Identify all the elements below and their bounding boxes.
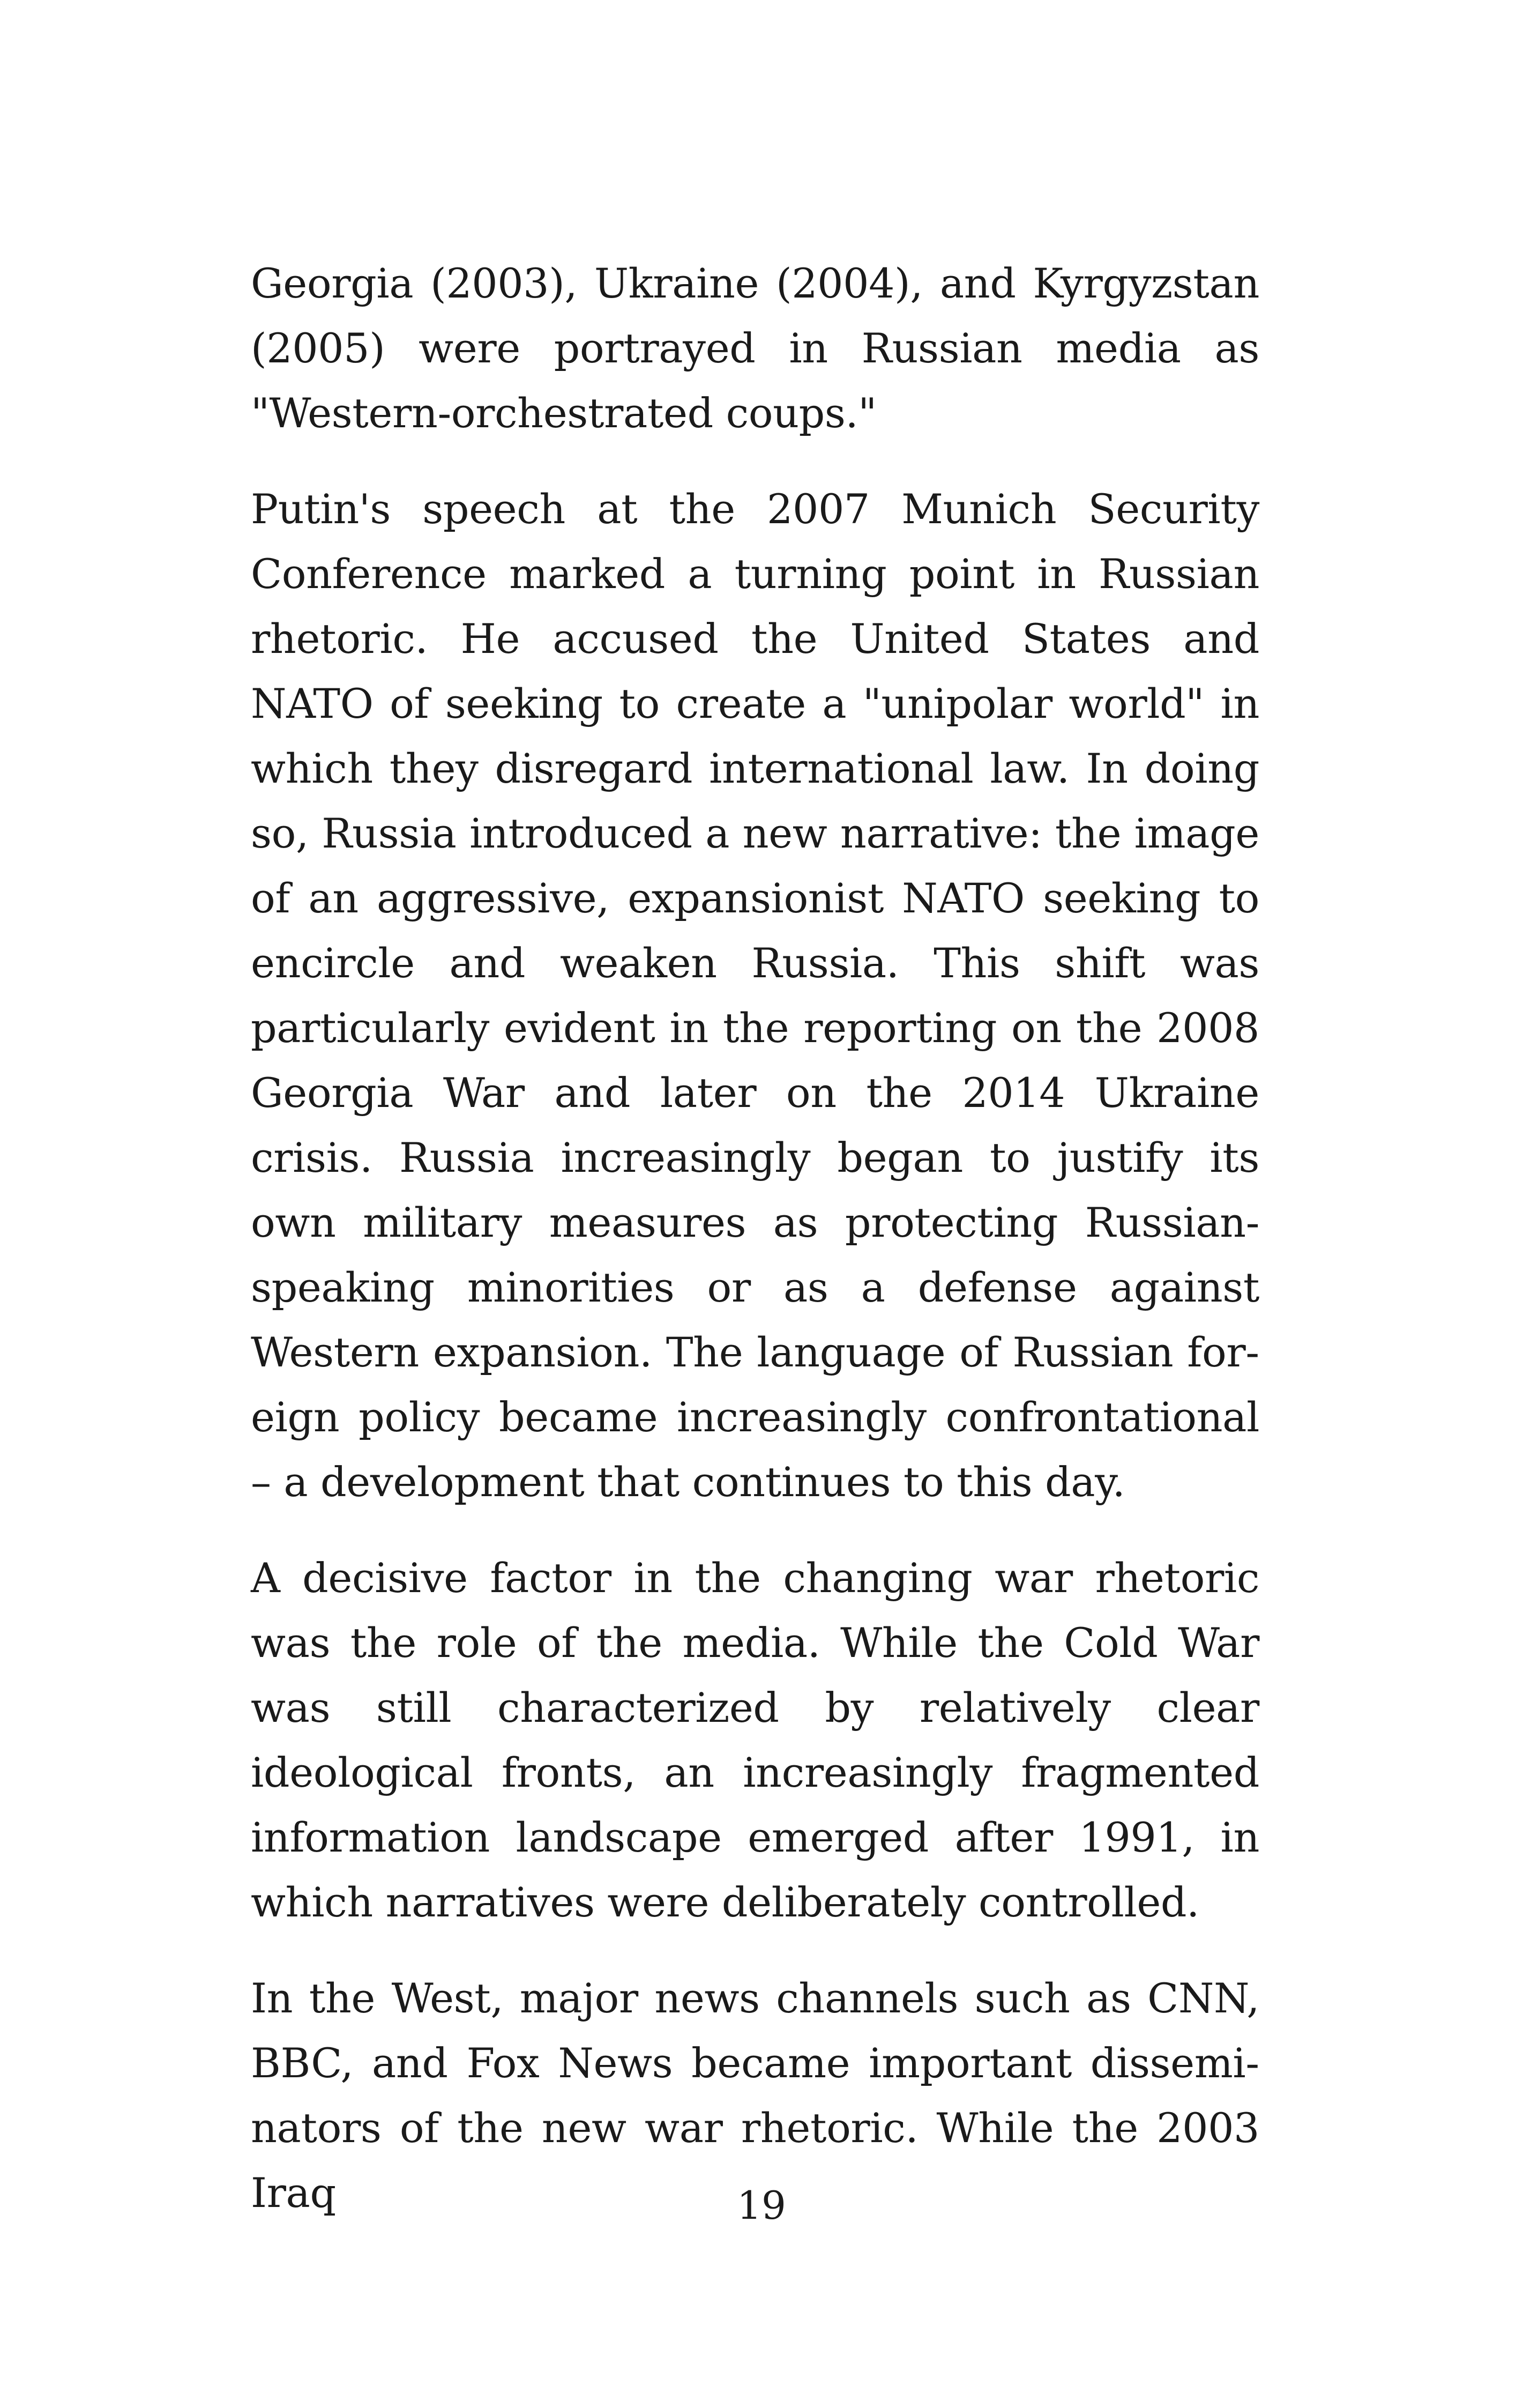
- body-text: [251, 251, 1259, 2256]
- paragraph-2: Putin's speech at the 2007 Munich Security Conference marked a turning point in Russian rhetoric. He accused the United States and NATO of seeking to create a "unipolar world" in which they disregard international law. In doing so, Russia introduced a new narrative: the image of an aggressive, expansionist NATO seeking to encircle and weaken Russia. This shift was particularly evident in the reporting on the 2008 Georgia War and later on the 2014 Ukraine crisis. Russia increasingly began to justify its own military measures as protecting Russian-speaking minorities or as a defense against Western expansion. The language of Russian foreign policy became increasingly confrontational – a development that continues to this day.: [251, 485, 1259, 1506]
- page-number: 19: [737, 2183, 786, 2228]
- paragraph-3: A decisive factor in the changing war rhetoric was the role of the media. While the Cold War was still characterized by relatively clear ideological fronts, an increasingly fragmented information landscape emerged after 1991, in which narratives were deliberately controlled.: [251, 1554, 1259, 1926]
- paragraph-1: Georgia (2003), Ukraine (2004), and Kyrgyzstan (2005) were portrayed in Russian media as "Western-orchestrated coups.": [251, 259, 1259, 437]
- paragraph-4: In the West, major news channels such as CNN, BBC, and Fox News became important disseminators of the new war rhetoric. While the 2003 Iraq: [251, 1974, 1259, 2217]
